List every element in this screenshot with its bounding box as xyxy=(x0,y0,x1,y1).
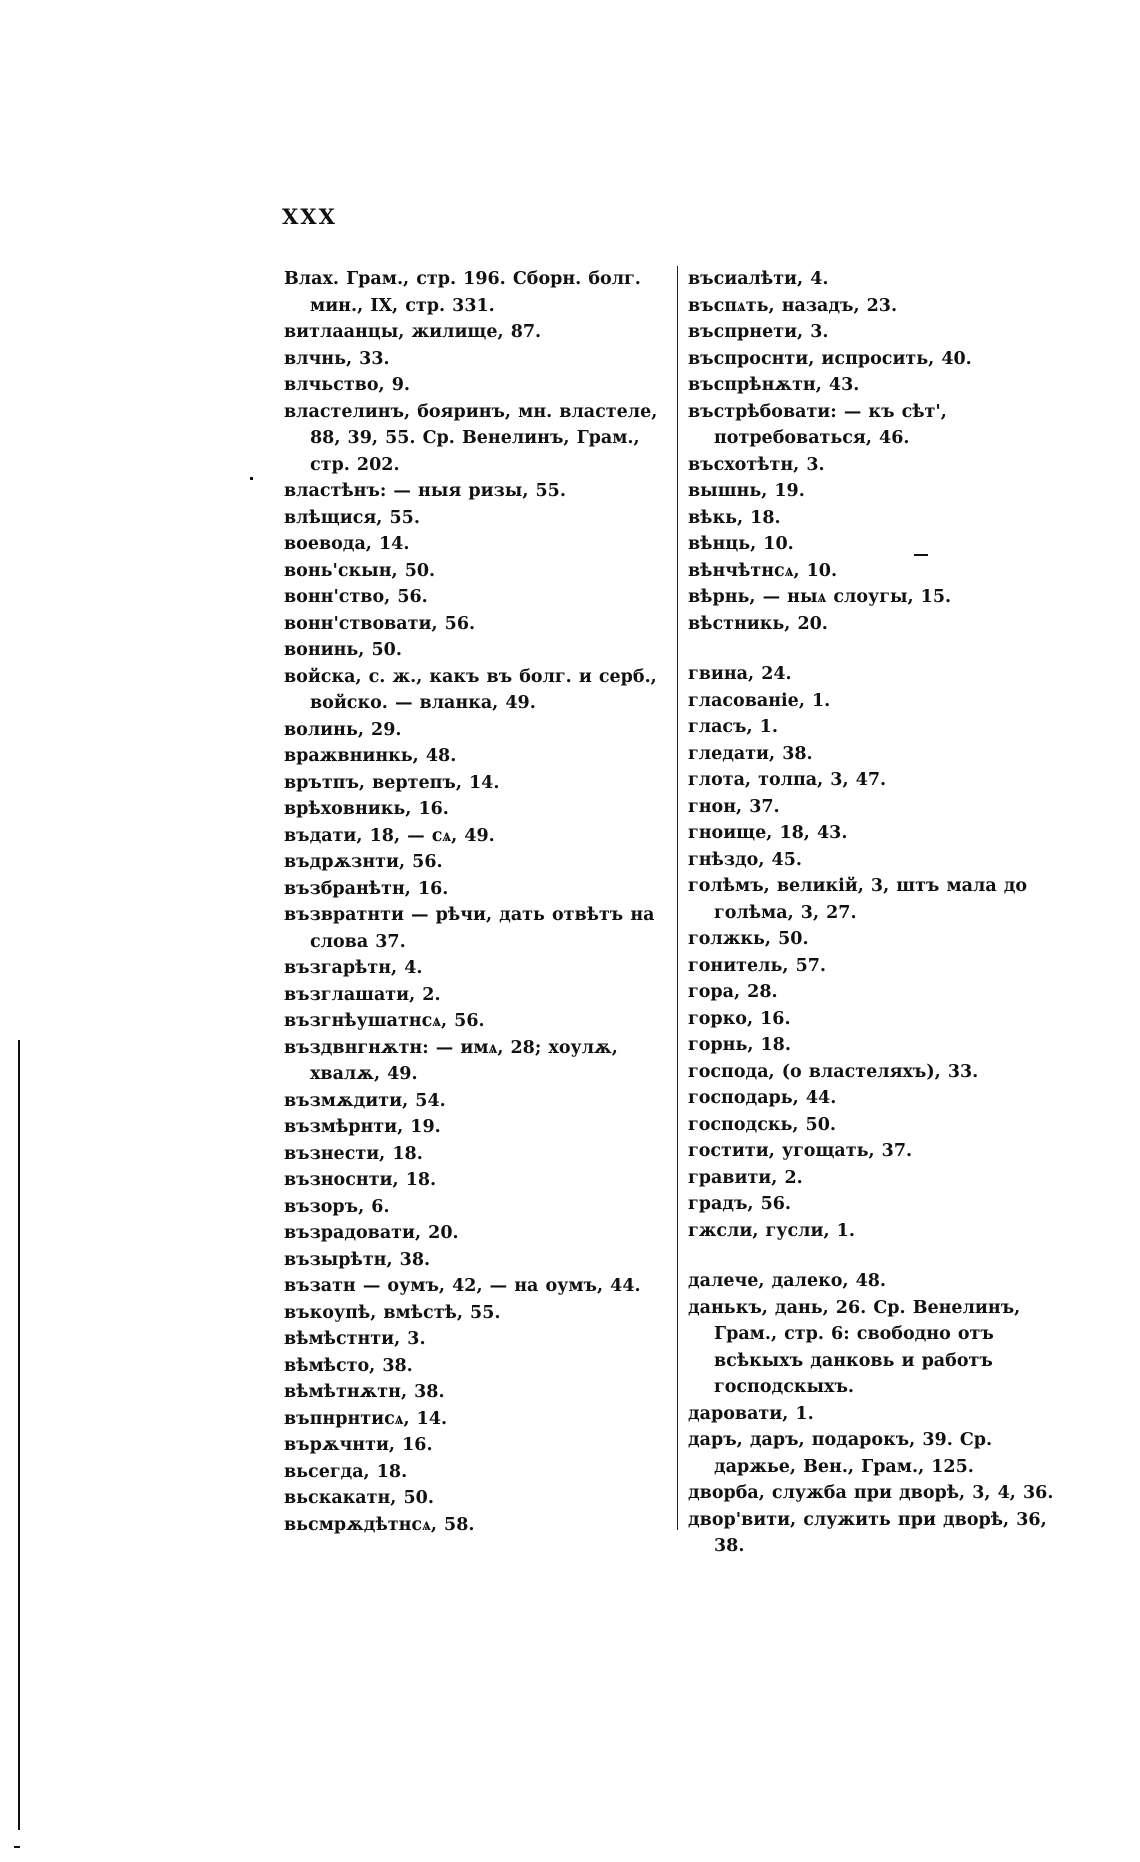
index-entry: витлаанцы, жилище, 87. xyxy=(284,322,542,342)
index-entry: волинь, 29. xyxy=(284,719,402,740)
index-entry: гравити, 2. xyxy=(688,1167,803,1188)
index-entry: вѣрнь, — ныѧ слоугы, 15. xyxy=(688,587,952,607)
index-entry: врътпъ, вертепъ, 14. xyxy=(284,772,500,793)
index-entry: възгнѣушатнсѧ, 56. xyxy=(284,1011,485,1031)
index-entry: гнон, 37. xyxy=(688,796,780,817)
index-entry: възырѣтн, 38. xyxy=(284,1249,431,1270)
index-entry: влчьство, 9. xyxy=(284,375,410,395)
index-entry: възмѣрнти, 19. xyxy=(284,1117,441,1137)
index-entry: вѣнць, 10. xyxy=(688,534,794,554)
column-divider xyxy=(677,266,678,1530)
index-entry: голѣмъ, великій, 3, штъ мала до голѣма, 3, 27. xyxy=(688,876,1028,923)
margin-dot xyxy=(250,477,253,480)
index-entry: гласъ, 1. xyxy=(688,717,778,737)
index-entry: гноище, 18, 43. xyxy=(688,823,848,843)
index-entry: въсхотѣтн, 3. xyxy=(688,454,825,475)
index-column-left xyxy=(284,266,668,1538)
index-column-right xyxy=(688,266,1074,1560)
index-entry: Влах. Грам., стр. 196. Сборн. болг. мин., IX, стр. 331. xyxy=(284,269,641,316)
index-entry: войска, с. ж., какъ въ болг. и серб., войско. — вланка, 49. xyxy=(284,666,657,713)
index-entry: върѫчнти, 16. xyxy=(284,1435,433,1455)
index-entry: възатн — оумъ, 42, — на оумъ, 44. xyxy=(284,1276,641,1296)
index-entry: даровати, 1. xyxy=(688,1403,814,1424)
index-entry: гнѣздо, 45. xyxy=(688,849,802,870)
margin-line-left xyxy=(18,1040,20,1830)
index-entry: господскь, 50. xyxy=(688,1114,836,1135)
index-entry: възнести, 18. xyxy=(284,1143,423,1164)
margin-dash-left xyxy=(14,1846,20,1848)
index-entry: глота, толпа, 3, 47. xyxy=(688,770,887,790)
index-entry: гвина, 24. xyxy=(688,664,792,684)
index-entry: градъ, 56. xyxy=(688,1194,792,1214)
index-entry: врѣховникь, 16. xyxy=(284,799,449,819)
index-entry: вѣмѣстнти, 3. xyxy=(284,1329,426,1349)
index-entry: възвратнти — рѣчи, дать отвѣтъ на слова 37. xyxy=(284,905,655,952)
index-entry: гонитель, 57. xyxy=(688,955,827,976)
index-entry: господа, (о властеляхъ), 33. xyxy=(688,1061,979,1082)
index-entry: вьсмрѫдѣтнсѧ, 58. xyxy=(284,1514,475,1535)
margin-dash-right xyxy=(914,554,928,556)
index-entry: вѣстникь, 20. xyxy=(688,613,828,634)
index-entry: възмѫдити, 54. xyxy=(284,1090,446,1111)
index-entry: въспѧть, назадъ, 23. xyxy=(688,295,898,316)
index-entry: въпнрнтисѧ, 14. xyxy=(284,1408,448,1429)
index-entry: вьсегда, 18. xyxy=(284,1461,408,1482)
index-entry: вѣмѣтнѫтн, 38. xyxy=(284,1382,445,1402)
index-entry: вражвнинкь, 48. xyxy=(284,746,457,766)
index-entry: въздвнгнѫтн: — имѧ, 28; хоулѫ, хвалѫ, 49. xyxy=(284,1037,618,1084)
index-entry: влчнь, 33. xyxy=(284,348,390,369)
index-entry: горнь, 18. xyxy=(688,1035,791,1055)
index-entry: въдати, 18, — сѧ, 49. xyxy=(284,825,495,846)
index-entry: вонинь, 50. xyxy=(284,640,402,660)
index-entry: двор'вити, служить при дворѣ, 36, 38. xyxy=(688,1509,1047,1556)
index-entry: влѣщися, 55. xyxy=(284,507,420,528)
index-entry: въстрѣбовати: — къ сѣт', потребоваться, 46. xyxy=(688,401,947,448)
index-entry: данькъ, дань, 26. Ср. Венелинъ, Грам., стр. 6: свободно отъ всѣкыхъ данковь и работъ господскыхъ. xyxy=(688,1297,1021,1397)
index-entry: гжсли, гусли, 1. xyxy=(688,1220,855,1241)
index-entry: властѣнъ: — ныя ризы, 55. xyxy=(284,481,566,501)
index-entry: въспрнети, 3. xyxy=(688,322,829,342)
index-entry: горко, 16. xyxy=(688,1008,791,1029)
index-entry: вонн'ствовати, 56. xyxy=(284,613,476,634)
index-entry: властелинъ, бояринъ, мн. властелe, 88, 39, 55. Ср. Венелинъ, Грам., стр. 202. xyxy=(284,401,658,475)
index-entry: възоръ, 6. xyxy=(284,1196,390,1217)
index-entry: въспроснти, испросить, 40. xyxy=(688,348,972,369)
index-entry: вѣнчѣтнсѧ, 10. xyxy=(688,560,838,581)
index-entry: голжкь, 50. xyxy=(688,929,809,949)
page-number: XXX xyxy=(282,204,337,229)
index-entry: воевода, 14. xyxy=(284,534,410,554)
index-entry: възрадовати, 20. xyxy=(284,1223,459,1243)
index-entry: дворба, служба при дворѣ, 3, 4, 36. xyxy=(688,1483,1054,1503)
index-entry: възгарѣтн, 4. xyxy=(284,958,423,978)
index-entry: възноснти, 18. xyxy=(284,1170,437,1190)
index-entry: вѣмѣсто, 38. xyxy=(284,1355,413,1376)
index-entry: възглашати, 2. xyxy=(284,984,441,1005)
index-entry: въкоупѣ, вмѣстѣ, 55. xyxy=(284,1302,501,1323)
index-entry: въдрѫзнти, 56. xyxy=(284,852,443,872)
index-entry: гора, 28. xyxy=(688,982,778,1002)
index-entry: гледати, 38. xyxy=(688,743,813,764)
index-entry: въспрѣнѫтн, 43. xyxy=(688,375,860,395)
index-entry: вѣкь, 18. xyxy=(688,507,781,528)
index-entry: господарь, 44. xyxy=(688,1088,837,1108)
index-entry: вышнь, 19. xyxy=(688,481,805,501)
index-entry: гостити, угощать, 37. xyxy=(688,1141,913,1161)
index-entry: вонн'ство, 56. xyxy=(284,587,428,607)
index-entry: даръ, даръ, подарокъ, 39. Ср. даржье, Вен., Грам., 125. xyxy=(688,1430,993,1477)
index-entry: въсиалѣти, 4. xyxy=(688,269,829,289)
index-entry: гласованіе, 1. xyxy=(688,690,831,711)
index-entry: вьскакатн, 50. xyxy=(284,1488,434,1508)
index-entry: възбранѣтн, 16. xyxy=(284,878,449,899)
index-entry: далече, далеко, 48. xyxy=(688,1271,887,1291)
index-entry: вонь'скын, 50. xyxy=(284,560,436,581)
